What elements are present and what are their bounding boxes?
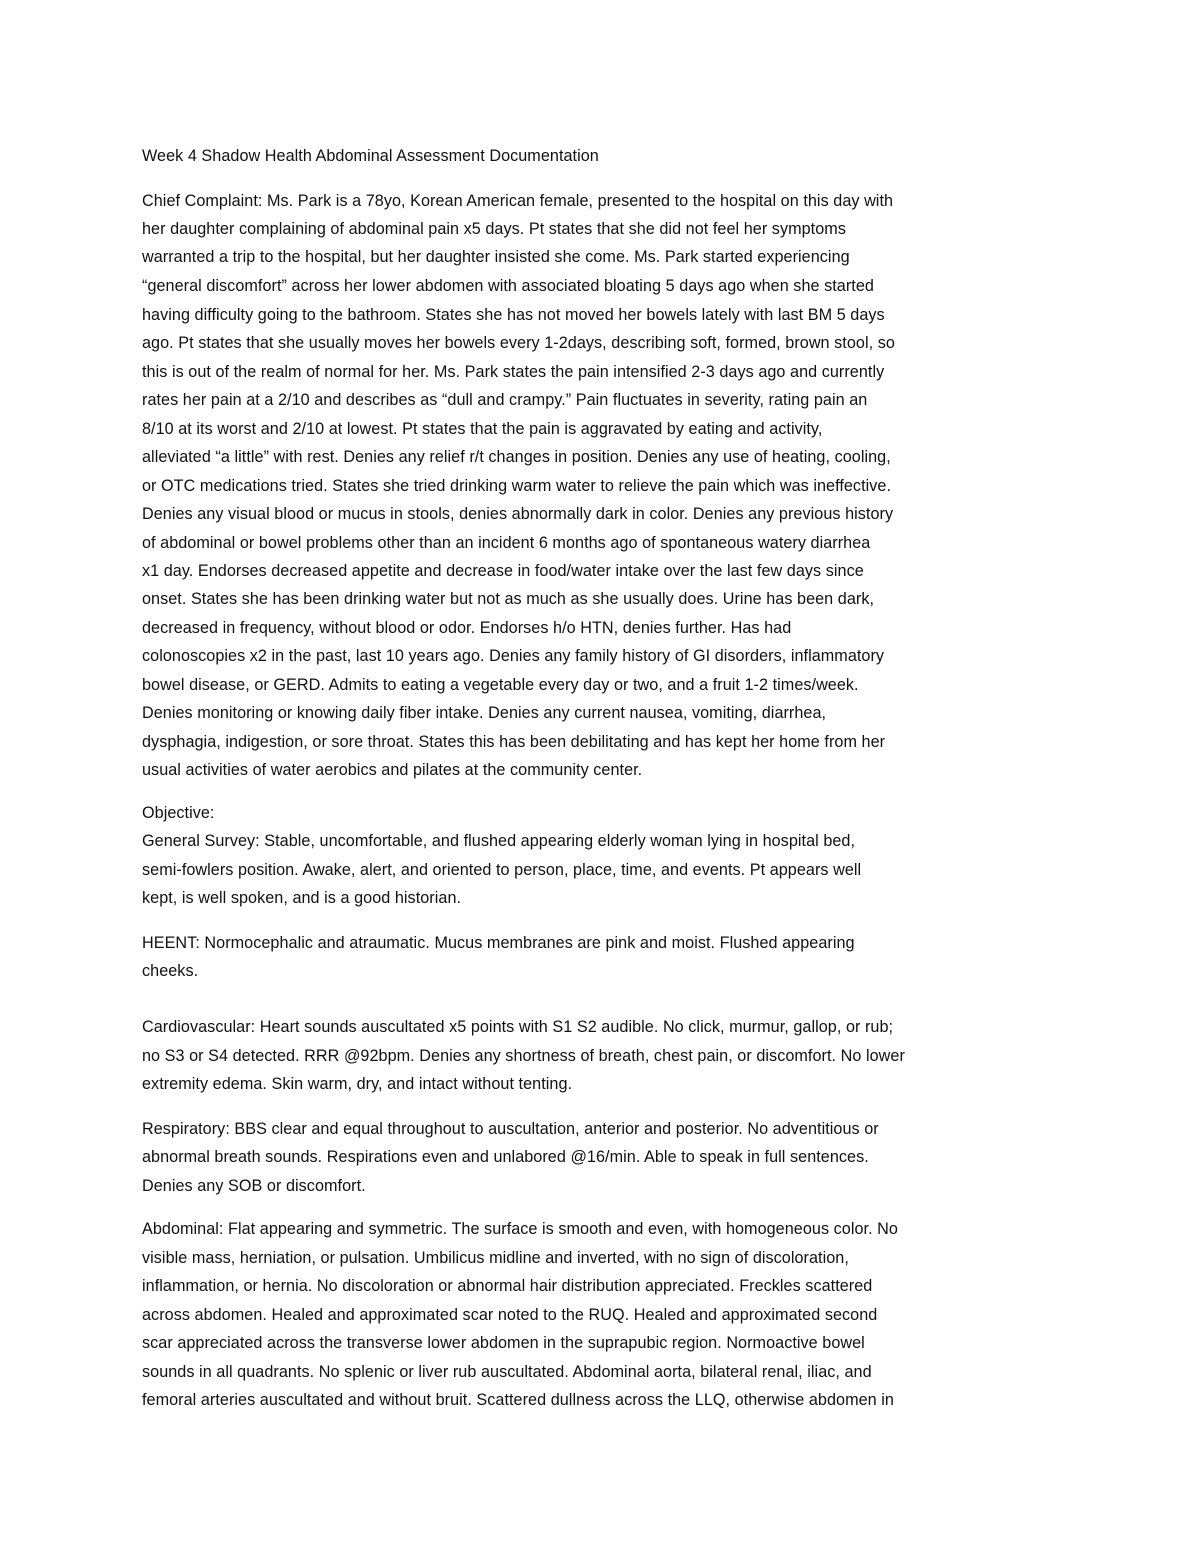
chief-complaint-line: onset. States she has been drinking water but not as much as she usually does. Urine has been dark, [142, 590, 875, 608]
abdominal-line: visible mass, herniation, or pulsation. Umbilicus midline and inverted, with no sign of discoloration, [142, 1249, 849, 1267]
cardiovascular-line: no S3 or S4 detected. RRR @92bpm. Denies any shortness of breath, chest pain, or discomfort. No lower [142, 1047, 905, 1065]
abdominal-line: Abdominal: Flat appearing and symmetric. The surface is smooth and even, with homogeneous color. No [142, 1220, 898, 1238]
general-survey-line: General Survey: Stable, uncomfortable, and flushed appearing elderly woman lying in hospital bed, [142, 832, 856, 850]
cardiovascular-line: extremity edema. Skin warm, dry, and intact without tenting. [142, 1075, 573, 1093]
chief-complaint-line: 8/10 at its worst and 2/10 at lowest. Pt states that the pain is aggravated by eating and activity, [142, 420, 823, 438]
chief-complaint-line: of abdominal or bowel problems other than an incident 6 months ago of spontaneous watery diarrhea [142, 534, 871, 552]
general-survey-line: semi-fowlers position. Awake, alert, and oriented to person, place, time, and events. Pt appears well [142, 861, 862, 879]
heent-line: HEENT: Normocephalic and atraumatic. Mucus membranes are pink and moist. Flushed appearing [142, 934, 855, 952]
abdominal-line: sounds in all quadrants. No splenic or liver rub auscultated. Abdominal aorta, bilateral renal, iliac, and [142, 1363, 872, 1381]
abdominal-line: scar appreciated across the transverse lower abdomen in the suprapubic region. Normoactive bowel [142, 1334, 865, 1352]
objective-heading: Objective: [142, 804, 215, 822]
chief-complaint-line: Denies monitoring or knowing daily fiber intake. Denies any current nausea, vomiting, diarrhea, [142, 704, 827, 722]
abdominal-line: inflammation, or hernia. No discoloration or abnormal hair distribution appreciated. Freckles scattered [142, 1277, 873, 1295]
abdominal-line: femoral arteries auscultated and without bruit. Scattered dullness across the LLQ, otherwise abdomen in [142, 1391, 894, 1409]
general-survey-line: kept, is well spoken, and is a good historian. [142, 889, 462, 907]
document-title: Week 4 Shadow Health Abdominal Assessment Documentation [142, 147, 599, 165]
chief-complaint-line: warranted a trip to the hospital, but her daughter insisted she come. Ms. Park started experiencing [142, 248, 850, 266]
chief-complaint-line: “general discomfort” across her lower abdomen with associated bloating 5 days ago when she started [142, 277, 874, 295]
chief-complaint-line: usual activities of water aerobics and pilates at the community center. [142, 761, 643, 779]
chief-complaint-line: dysphagia, indigestion, or sore throat. States this has been debilitating and has kept her home from her [142, 733, 886, 751]
respiratory-line: abnormal breath sounds. Respirations even and unlabored @16/min. Able to speak in full sentences. [142, 1148, 869, 1166]
respiratory-line: Respiratory: BBS clear and equal throughout to auscultation, anterior and posterior. No adventitious or [142, 1120, 879, 1138]
chief-complaint-line: rates her pain at a 2/10 and describes as “dull and crampy.” Pain fluctuates in severity, rating pain an [142, 391, 868, 409]
chief-complaint-line: x1 day. Endorses decreased appetite and decrease in food/water intake over the last few days since [142, 562, 864, 580]
chief-complaint-line: Chief Complaint: Ms. Park is a 78yo, Korean American female, presented to the hospital on this day with [142, 192, 894, 210]
chief-complaint-line: having difficulty going to the bathroom. States she has not moved her bowels lately with last BM 5 days [142, 306, 885, 324]
heent-line: cheeks. [142, 962, 199, 980]
chief-complaint-line: her daughter complaining of abdominal pain x5 days. Pt states that she did not feel her symptoms [142, 220, 846, 238]
respiratory-line: Denies any SOB or discomfort. [142, 1177, 366, 1195]
chief-complaint-line: this is out of the realm of normal for her. Ms. Park states the pain intensified 2-3 days ago and currently [142, 363, 885, 381]
abdominal-line: across abdomen. Healed and approximated scar noted to the RUQ. Healed and approximated second [142, 1306, 878, 1324]
chief-complaint-line: colonoscopies x2 in the past, last 10 years ago. Denies any family history of GI disorders, inflammatory [142, 647, 885, 665]
cardiovascular-line: Cardiovascular: Heart sounds auscultated x5 points with S1 S2 audible. No click, murmur, gallop, or rub; [142, 1018, 894, 1036]
chief-complaint-line: bowel disease, or GERD. Admits to eating a vegetable every day or two, and a fruit 1-2 times/week. [142, 676, 859, 694]
chief-complaint-line: or OTC medications tried. States she tried drinking warm water to relieve the pain which was ineffective. [142, 477, 892, 495]
chief-complaint-line: decreased in frequency, without blood or odor. Endorses h/o HTN, denies further. Has had [142, 619, 792, 637]
chief-complaint-line: alleviated “a little” with rest. Denies any relief r/t changes in position. Denies any use of heating, cooling, [142, 448, 891, 466]
chief-complaint-line: Denies any visual blood or mucus in stools, denies abnormally dark in color. Denies any previous history [142, 505, 894, 523]
chief-complaint-line: ago. Pt states that she usually moves her bowels every 1-2days, describing soft, formed, brown stool, so [142, 334, 895, 352]
